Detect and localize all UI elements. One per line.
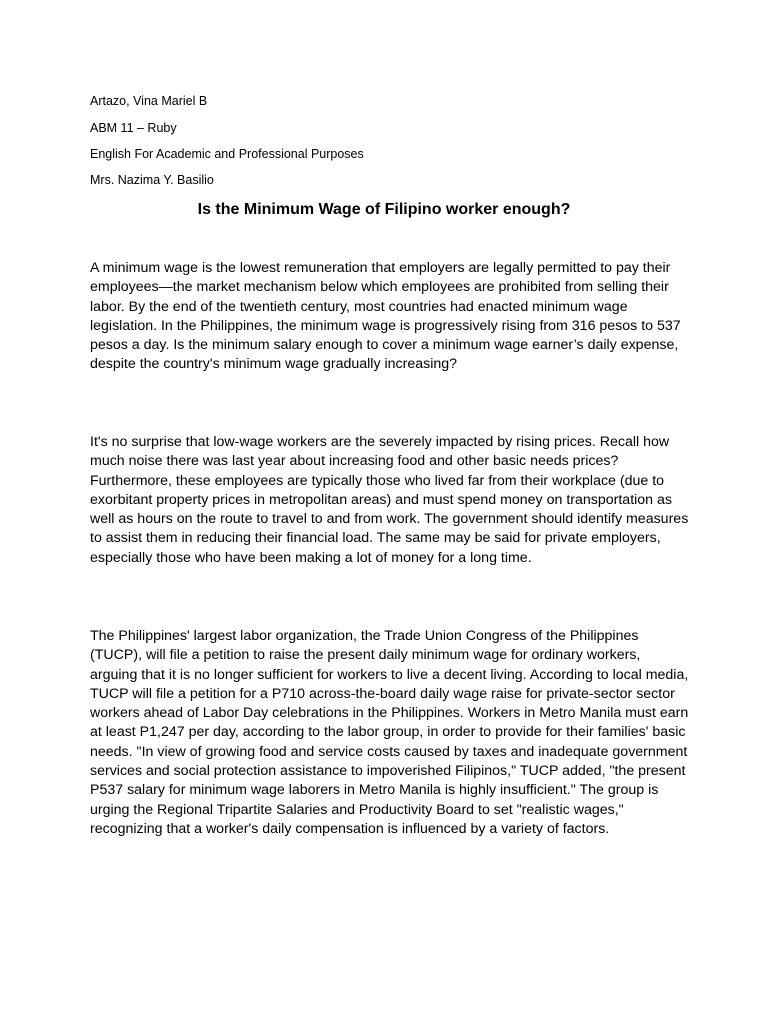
- paragraph-intro: A minimum wage is the lowest remuneration that employers are legally permitted to pay their employees—the market mechanism below which employees are prohibited from selling their labor. By the end of the twentieth century, most countries had enacted minimum wage legislation. In the Philippines, the minimum wage is progressively rising from 316 pesos to 537 pesos a day. Is the minimum salary enough to cover a minimum wage earner’s daily expense, despite the country's minimum wage gradually increasing?: [90, 260, 681, 373]
- subject-name: English For Academic and Professional Purposes: [90, 147, 364, 161]
- paragraph-tucp: The Philippines' largest labor organization, the Trade Union Congress of the Philippines (TUCP), will file a petition to raise the present daily minimum wage for ordinary workers, arguing that it is no longer sufficient for workers to live a decent living. According to local media, TUCP will file a petition for a P710 across-the-board daily wage raise for private-sector sector workers ahead of Labor Day celebrations in the Philippines. Workers in Metro Manila must earn at least P1,247 per day, according to the labor group, in order to provide for their families' basic needs. "In view of growing food and service costs caused by taxes and inadequate government services and social protection assistance to impoverished Filipinos," TUCP added, "the present P537 salary for minimum wage laborers in Metro Manila is highly insufficient." The group is urging the Regional Tripartite Salaries and Productivity Board to set "realistic wages," recognizing that a worker's daily compensation is influenced by a variety of factors.: [90, 628, 689, 837]
- paragraph-body: It's no surprise that low-wage workers are the severely impacted by rising prices. Recall how much noise there was last year about increasing food and other basic needs prices? Furthermore, these employees are typically those who lived far from their workplace (due to exorbitant property prices in metropolitan areas) and must spend money on transportation as well as hours on the route to travel to and from work. The government should identify measures to assist them in reducing their financial load. The same may be said for private employers, especially those who have been making a lot of money for a long time.: [90, 434, 689, 566]
- student-name: Artazo, Vina Mariel B: [90, 94, 208, 108]
- teacher-name: Mrs. Nazima Y. Basilio: [90, 173, 214, 187]
- class-section: ABM 11 – Ruby: [90, 121, 177, 135]
- essay-title: Is the Minimum Wage of Filipino worker enough?: [197, 201, 571, 218]
